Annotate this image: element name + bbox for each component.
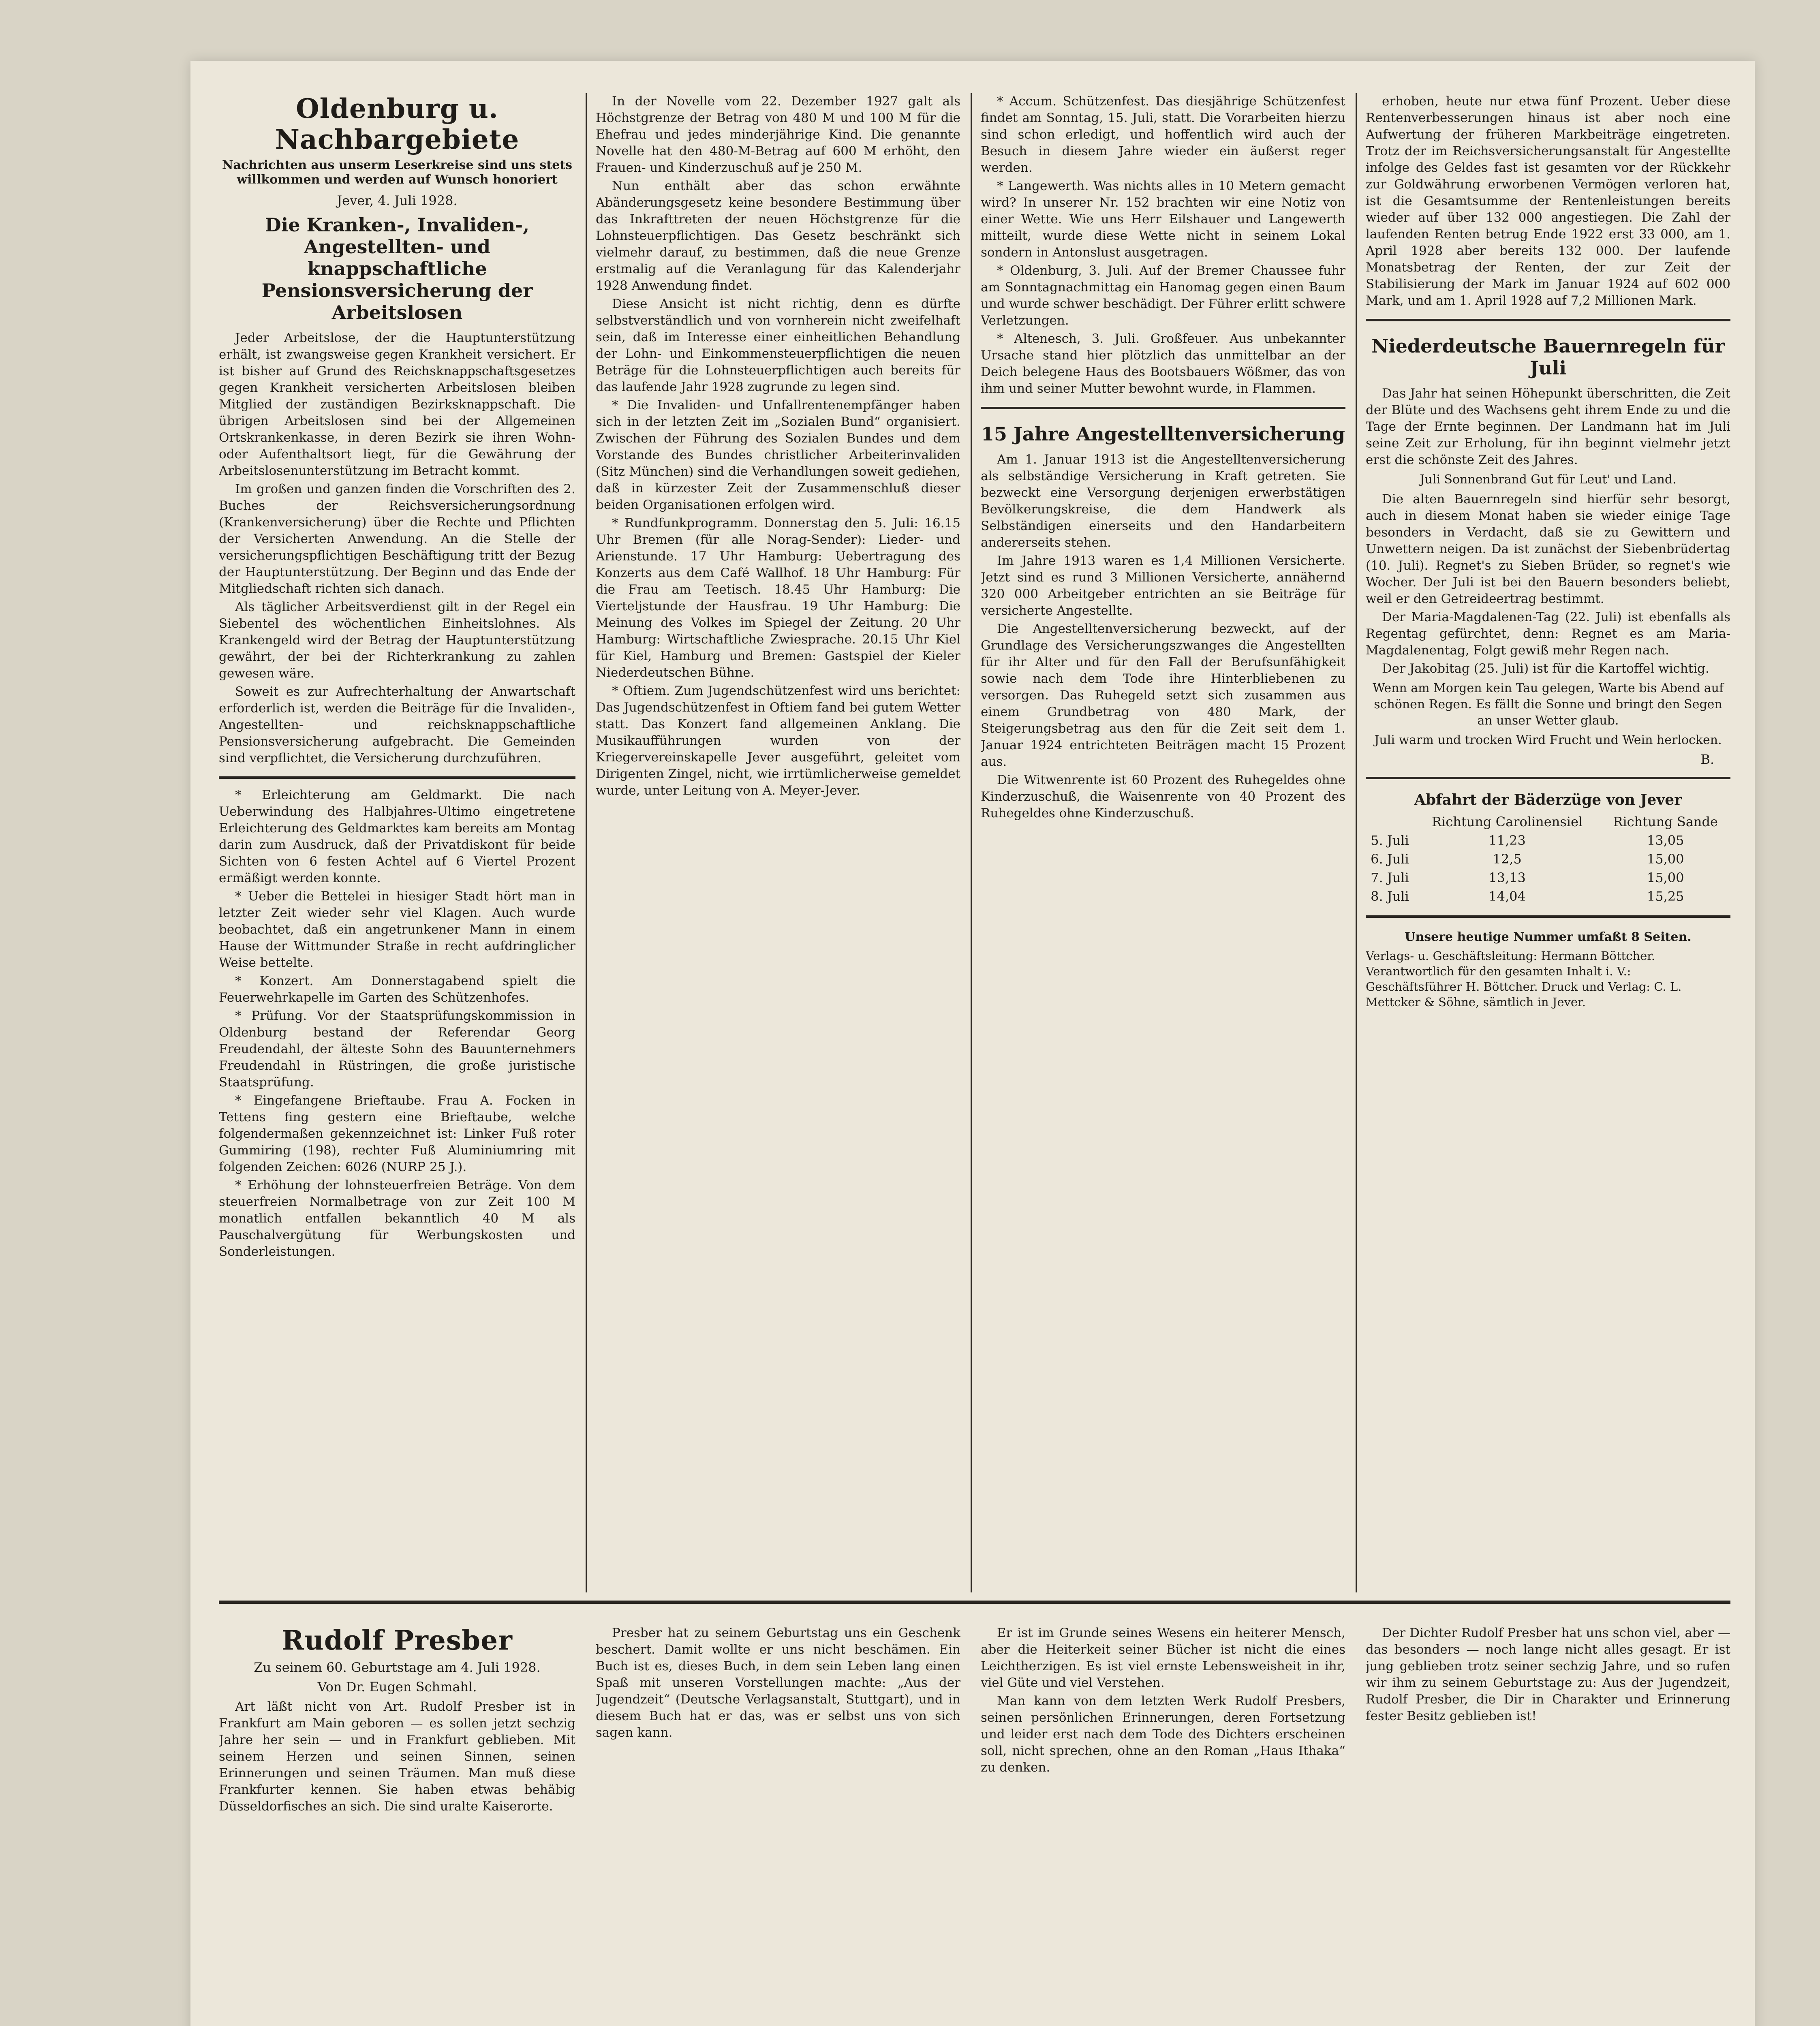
news-note: * Rundfunkprogramm. Donnerstag den 5. Juli: 16.15 Uhr Bremen (für alle Norag-Sender): Lieder- und Arienstunde. 17 Uhr Hamburg: Uebertragung des Konzerts aus dem Café Wallhof. 18 Uhr Hamburg: Für die Frau am Teetisch. 18.45 Uhr Hamburg: Die Vierteljstunde der Hausfrau. 19 Uhr Hamburg: Die Meinung des Volkes im Spiegel der Zeitung. 20 Uhr Hamburg: Wirtschaftliche Zwiesprache. 20.15 Uhr Kiel für Kiel, Hamburg und Bremen: Gastspiel der Kieler Niederdeutschen Bühne. <box>596 516 960 680</box>
news-note: * Prüfung. Vor der Staatsprüfungskommission in Oldenburg bestand der Referendar Georg Freudendahl, der älteste Sohn des Bauunternehmers Freudendahl in Rüstringen, die große juristische Staatsprüfung. <box>219 1009 575 1090</box>
edition-notice <box>1366 915 1730 944</box>
article-paragraph: Der Dichter Rudolf Presber hat uns schon viel, aber — das besonders — noch lange nicht alles gesagt. Er ist jung geblieben trotz seiner sechzig Jahre, und so rufen wir ihm zu seinem Geburtstage zu: Aus der Jugendzeit, Rudolf Presber, die Dir in Charakter und Erinnerung fester Besitz geblieben ist! <box>1366 1626 1730 1723</box>
news-note: * Oftiem. Zum Jugendschützenfest wird uns berichtet: Das Jugendschützenfest in Oftiem fand bei gutem Wetter statt. Das Konzert fand allgemeinen Anklang. Die Musikaufführungen wurden von der Kriegervereinskapelle Jever ausgeführt, geleitet vom Dirigenten Zingel, nicht, wie irrtümlicherweise gemeldet wurde, unter Leitung von A. Meyer-Jever. <box>596 684 960 798</box>
article-paragraph: Im großen und ganzen finden die Vorschriften des 2. Buches der Reichsversicherungsordnung (Krankenversicherung) über die Rechte und Pflichten der Versicherten Anwendung. An die Stelle der versicherungspflichtigen Beschäftigung tritt der Bezug der Hauptunterstützung. Der Beginn und das Ende der Mitgliedschaft richten sich danach. <box>219 482 575 596</box>
article-paragraph: Nun enthält aber das schon erwähnte Abänderungsgesetz keine besondere Bestimmung über das Inkrafttreten der neuen Höchstgrenze für die Lohnsteuerpflichtigen. Das Gesetz beschränkt sich vielmehr darauf, zu bestimmen, daß die neue Grenze erstmalig auf die Veranlagung für das Kalenderjahr 1928 Anwendung findet. <box>596 179 960 293</box>
column-three <box>981 93 1345 1588</box>
article-headline: Niederdeutsche Bauernregeln für Juli <box>1371 335 1725 379</box>
table-cell: 8. Juli <box>1371 889 1409 904</box>
news-note: * Eingefangene Brieftaube. Frau A. Focken in Tettens fing gestern eine Brieftaube, welche folgendermaßen gekennzeichnet ist: Linker Fuß roter Gummiring (198), rechter Fuß Aluminiumring mit folgenden Zeichen: 6026 (NURP 25 J.). <box>219 1093 575 1174</box>
presber-column-4 <box>1366 1625 1730 2026</box>
article-paragraph: Der Maria-Magdalenen-Tag (22. Juli) ist ebenfalls als Regentag gefürchtet, denn: Regnet es am Maria-Magdalenentag, Folgt gewiß mehr Regen nach. <box>1366 610 1730 658</box>
imprint: Verlags- u. Geschäftsleitung: Hermann Böttcher. Verantwortlich für den gesamten Inhalt i. V.: Geschäftsführer H. Böttcher. Druck und Verlag: C. L. Mettcker & Söhne, sämtlich in Jever. <box>1366 949 1682 1009</box>
column-rule <box>971 93 972 1592</box>
article-paragraph: Diese Ansicht ist nicht richtig, denn es dürfte selbstverständlich und von vornherein nicht zweifelhaft sein, daß im Interesse einer einheitlichen Behandlung der Lohn- und Einkommensteuerpflichtigen die neuen Beträge für die Lohnsteuerpflichtigen auch bereits für das laufende Jahr 1928 zugrunde zu legen sind. <box>596 297 960 394</box>
article-paragraph: Die alten Bauernregeln sind hierfür sehr besorgt, auch in diesem Monat haben sie wieder einige Tage besonders in Verdacht, daß sie zu Gewittern und Unwettern neigen. Da ist zunächst der Siebenbrüdertag (10. Juli). Regnet's zu Sieben Brüder, so regnet's wie Wocher. Der Juli ist bei den Bauern besonders beliebt, weil er den Getreideertrag bestimmt. <box>1366 492 1730 606</box>
table-header-cell: Richtung Sande <box>1613 814 1718 829</box>
article-paragraph: Als täglicher Arbeitsverdienst gilt in der Regel ein Siebentel des wöchentlichen Einheitslohnes. Als Krankengeld wird der Betrag der Hauptunterstützung gewährt, der bei der Richterkrankung zu zahlen gewesen wäre. <box>219 600 575 681</box>
table-cell: 15,25 <box>1647 889 1684 904</box>
page-count-notice: Unsere heutige Nummer umfaßt 8 Seiten. <box>1405 930 1692 944</box>
section-subbanner: Nachrichten aus unserm Leserkreise sind uns stets willkommen und werden auf Wunsch honoriert <box>222 158 573 187</box>
news-note: * Langewerth. Was nichts alles in 10 Metern gemacht wird? In unserer Nr. 152 brachten wir eine Notiz von einer Wette. Wie uns Herr Eilshauer und Langewerth mitteilt, wurde diese Wette nicht in seinem Lokal sondern in Antonslust ausgetragen. <box>981 179 1345 260</box>
train-table <box>1366 812 1730 906</box>
train-title: Abfahrt der Bäderzüge von Jever <box>1414 791 1682 808</box>
table-cell: 15,00 <box>1647 870 1684 885</box>
table-cell: 15,00 <box>1647 851 1684 867</box>
article-paragraph: Er ist im Grunde seines Wesens ein heiterer Mensch, aber die Heiterkeit seiner Bücher ist nicht die eines Leichtherzigen. Es ist viel ernste Lebensweisheit in ihr, viel Güte und viel Verstehen. <box>981 1626 1345 1690</box>
table-row <box>1366 831 1730 850</box>
column-rule <box>586 93 587 1592</box>
article-headline: 15 Jahre Angestelltenversicherung <box>981 423 1345 445</box>
news-note: * Erhöhung der lohnsteuerfreien Beträge. Von dem steuerfreien Normalbetrage von zur Zeit 100 M monatlich entfallen bekanntlich 40 M als Pauschalvergütung für Werbungskosten und Sonderleistungen. <box>219 1178 575 1259</box>
article-paragraph: In der Novelle vom 22. Dezember 1927 galt als Höchstgrenze der Betrag von 480 M und 100 M für die Ehefrau und jedes minderjährige Kind. Die genannte Novelle hat den 480-M-Betrag auf 600 M erhöht, den Frauen- und Kinderzuschuß auf je 250 M. <box>596 94 960 175</box>
table-cell: 5. Juli <box>1371 833 1409 848</box>
article-paragraph: Art läßt nicht von Art. Rudolf Presber ist in Frankfurt am Main geboren — es sollen jetzt sechzig Jahre her sein — und in Frankfurt geblieben. Mit seinem Herzen und seinen Sinnen, seinen Erinnerungen und seinen Träumen. Man muß diese Frankfurter kennen. Sie haben etwas behäbig Düsseldorfisches an sich. Die sind uralte Kaiserorte. <box>219 1699 575 1814</box>
section-rule <box>219 1601 1730 1604</box>
table-header-cell <box>1366 812 1414 831</box>
column-two <box>596 93 960 1588</box>
verse: Juli warm und trocken Wird Frucht und Wein herlocken. <box>1374 733 1722 747</box>
article-paragraph: Presber hat zu seinem Geburtstag uns ein Geschenk beschert. Damit wollte er uns nicht beschämen. Ein Buch ist es, dieses Buch, in dem sein Leben lang einen Spaß mit unseren Vorstellungen machte: „Aus der Jugendzeit“ (Deutsche Verlagsanstalt, Stuttgart), und in diesem Buch hat er das, was er selbst uns von sich sagen kann. <box>596 1626 960 1740</box>
presber-column-2 <box>596 1625 960 2026</box>
news-note: * Konzert. Am Donnerstagabend spielt die Feuerwehrkapelle im Garten des Schützenhofes. <box>219 974 575 1005</box>
table-cell: 12,5 <box>1493 851 1522 867</box>
table-cell: 13,13 <box>1489 870 1526 885</box>
presber-column-1 <box>219 1625 575 2026</box>
column-rule <box>1356 93 1357 1592</box>
signature: B. <box>1700 752 1714 767</box>
table-header-cell: Richtung Carolinensiel <box>1431 814 1583 829</box>
table-cell: 11,23 <box>1489 833 1526 848</box>
article-paragraph: Das Jahr hat seinen Höhepunkt überschritten, die Zeit der Blüte und des Wachsens geht ihrem Ende zu und die Tage der Ernte beginnen. Der Landmann hat im Juli seine Zeit zur Erholung, für ihn beginnt vielmehr jetzt erst die schönste Zeit des Jahres. <box>1366 386 1730 467</box>
news-note: * Accum. Schützenfest. Das diesjährige Schützenfest findet am Sonntag, 15. Juli, statt. Die Vorarbeiten hierzu sind schon erledigt, und hoffentlich wird auch der Besuch in diesem Jahre wieder ein äußerst reger werden. <box>981 94 1345 175</box>
news-note: * Die Invaliden- und Unfallrentenempfänger haben sich in der letzten Zeit im „Sozialen Bund“ organisiert. Zwischen der Führung des Sozialen Bundes und dem Vorstande des Bundes christlicher Arbeiterinvaliden (Sitz München) sind die Verhandlungen soweit gediehen, daß in kürzester Zeit der Zusammenschluß dieser beiden Organisationen erfolgen wird. <box>596 398 960 512</box>
article-paragraph: Jeder Arbeitslose, der die Hauptunterstützung erhält, ist zwangsweise gegen Krankheit versichert. Er ist bisher auf Grund des Reichsknappschaftsgesetzes gegen Krankheit versicherten Arbeitslosen bleiben Mitglied der zuständigen Bezirksknappschaft. Die übrigen Arbeitslosen sind bei der Allgemeinen Ortskrankenkasse, in deren Bezirk sie ihren Wohn- oder Aufenthaltsort liegt, für die Gewährung der Arbeitslosenunterstützung im Betracht kommt. <box>219 331 575 478</box>
table-header-row <box>1366 812 1730 831</box>
article-paragraph: Die Angestelltenversicherung bezweckt, auf der Grundlage des Versicherungszwanges die Angestellten für ihr Alter und für den Fall der Berufsunfähigkeit sowie nach dem Tode ihre Hinterbliebenen zu versorgen. Das Ruhegeld setzt sich zusammen aus einem Grundbetrag von 480 Mark, der Steigerungsbetrag aus den für die Zeit seit dem 1. Januar 1924 entrichteten Beiträgen macht 15 Prozent aus. <box>981 622 1345 769</box>
table-row <box>1366 850 1730 868</box>
train-schedule <box>1366 777 1730 906</box>
newspaper-page <box>190 61 1755 2026</box>
article-bauernregeln <box>1366 319 1730 767</box>
news-note: * Altenesch, 3. Juli. Großfeuer. Aus unbekannter Ursache stand hier plötzlich das unmittelbar an der Deich belegene Haus des Bootsbauers Wößmer, das von ihm und seiner Mutter bewohnt wurde, in Flammen. <box>981 331 1345 396</box>
article-paragraph: erhoben, heute nur etwa fünf Prozent. Ueber diese Rentenverbesserungen hinaus ist aber noch eine Aufwertung der früheren Markbeiträge eingetreten. Trotz der im Reichsversicherungsanstalt für Angestellte infolge des Geldes fast ist gesamten vor der Rückkehr zur Goldwährung erworbenen Vermögen verloren hat, ist die Gesamtsumme der Rentenleistungen bereits wieder auf über 132 000 angestiegen. Die Zahl der laufenden Renten betrug Ende 1922 erst 33 000, am 1. April 1928 aber bereits 132 000. Der laufende Monatsbetrag der Renten, der zur Zeit der Stabilisierung der Mark im Januar 1924 auf 602 000 Mark, und am 1. April 1928 auf 7,2 Millionen Mark. <box>1366 94 1730 308</box>
table-cell: 13,05 <box>1647 833 1684 848</box>
news-note: * Erleichterung am Geldmarkt. Die nach Ueberwindung des Halbjahres-Ultimo eingetretene Erleichterung des Geldmarktes kam bereits am Montag darin zum Ausdruck, daß der Privatdiskont für beide Sichten von 6 festen Achtel auf 6 Viertel Prozent ermäßigt werden konnte. <box>219 788 575 885</box>
article-paragraph: Die Witwenrente ist 60 Prozent des Ruhegeldes ohne Kinderzuschuß, die Waisenrente von 40 Prozent des Ruhegeldes ohne Kinderzuschuß. <box>981 773 1345 821</box>
article-paragraph: Man kann von dem letzten Werk Rudolf Presbers, seinen persönlichen Erinnerungen, deren Fortsetzung und leider erst nach dem Tode des Dichters erscheinen soll, nicht sprechen, ohne an den Roman „Haus Ithaka“ zu denken. <box>981 1694 1345 1775</box>
news-notes <box>219 776 575 1260</box>
article-paragraph: Im Jahre 1913 waren es 1,4 Millionen Versicherte. Jetzt sind es rund 3 Millionen Versicherte, annähernd 320 000 Arbeitgeber entrichten an sie Beiträge für versicherte Angestellte. <box>981 554 1345 618</box>
news-note: * Ueber die Bettelei in hiesiger Stadt hört man in letzter Zeit wieder sehr viel Klagen. Auch wurde beobachtet, daß ein angetrunkener Mann in einem Hause der Wittmunder Straße in recht aufdringlicher Weise bettelte. <box>219 889 575 970</box>
article-paragraph: Soweit es zur Aufrechterhaltung der Anwartschaft erforderlich ist, werden die Beiträge für die Invaliden-, Angestellten- und reichsknappschaftliche Pensionsversicherung aufgebracht. Die Gemeinden sind verpflichtet, die Versicherung durchzuführen. <box>219 684 575 765</box>
verse: Wenn am Morgen kein Tau gelegen, Warte bis Abend auf schönen Regen. Es fällt die Sonne und bringt den Segen an unser Wetter glaub. <box>1372 681 1724 728</box>
article-subhead: Zu seinem 60. Geburtstage am 4. Juli 1928. <box>254 1660 541 1675</box>
presber-column-3 <box>981 1625 1345 2026</box>
article-paragraph: Am 1. Januar 1913 ist die Angestelltenversicherung als selbständige Versicherung in Kraft getreten. Sie bezweckt eine Versorgung derjenigen erwerbstätigen Bevölkerungskreise, die dem Handwerk als Selbständigen einerseits und den Handarbeitern andererseits stehen. <box>981 452 1345 550</box>
article-byline: Von Dr. Eugen Schmahl. <box>317 1679 477 1695</box>
article-paragraph: Der Jakobitag (25. Juli) ist für die Kartoffel wichtig. <box>1382 661 1709 676</box>
table-cell: 14,04 <box>1489 889 1526 904</box>
news-note: * Oldenburg, 3. Juli. Auf der Bremer Chaussee fuhr am Sonntagnachmittag ein Hanomag gegen einen Baum und wurde schwer beschädigt. Der Führer erlitt schwere Verletzungen. <box>981 263 1345 328</box>
section-banner: Oldenburg u. Nachbargebiete <box>275 93 520 155</box>
table-cell: 7. Juli <box>1371 870 1409 885</box>
table-row <box>1366 887 1730 906</box>
column-four <box>1366 93 1730 1588</box>
article-headline: Rudolf Presber <box>282 1625 513 1656</box>
column-local-news <box>219 93 575 1588</box>
table-cell: 6. Juli <box>1371 851 1409 867</box>
article-headline: Die Kranken-, Invaliden-, Angestellten- und knappschaftliche Pensionsversicherung der Arbeitslosen <box>261 214 533 323</box>
table-row <box>1366 868 1730 887</box>
verse: Juli Sonnenbrand Gut für Leut' und Land. <box>1420 472 1677 487</box>
dateline: Jever, 4. Juli 1928. <box>337 193 458 208</box>
article-angestellten <box>981 407 1345 822</box>
